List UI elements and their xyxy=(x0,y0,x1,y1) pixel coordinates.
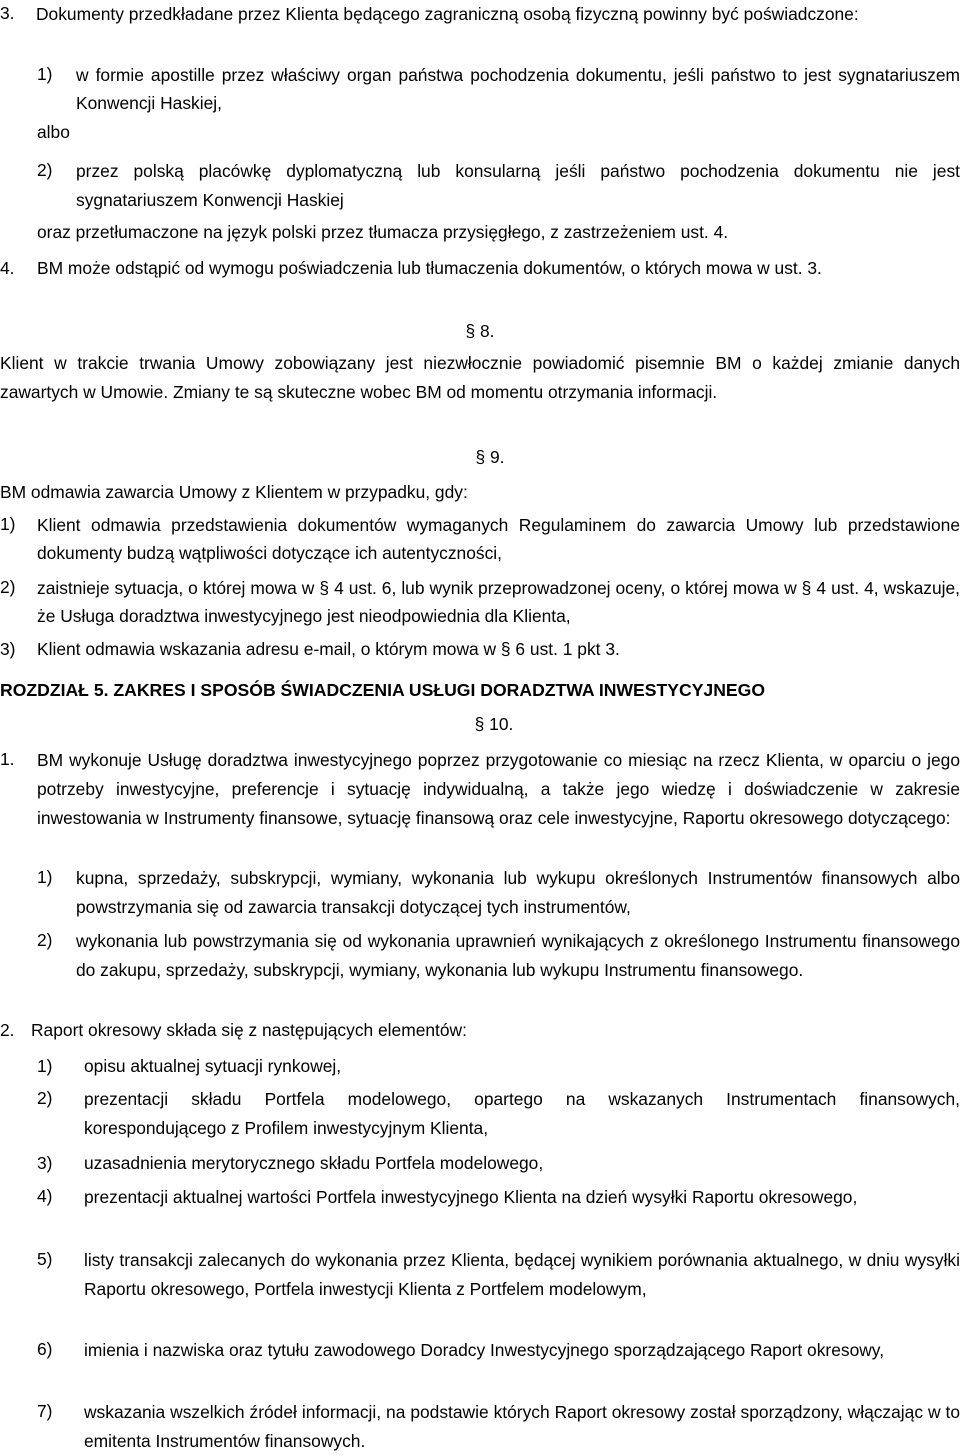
section-sign-icon: § xyxy=(465,321,476,341)
paragraph-number: 1. xyxy=(0,749,15,769)
paragraph-text: Raport okresowy składa się z następujących elementów: xyxy=(31,1020,467,1040)
item-number: 5) xyxy=(37,1249,53,1269)
paragraph-number: 4. xyxy=(0,258,15,278)
item-text: w formie apostille przez właściwy organ państwa pochodzenia dokumentu, jeśli państwo to jest sygnatariuszem Konwencji Haskiej, xyxy=(76,65,960,113)
item-number: 6) xyxy=(37,1339,53,1359)
p3-item-2 xyxy=(0,157,960,215)
section-10-heading: § 10. xyxy=(474,714,514,734)
item-number: 1) xyxy=(0,514,16,534)
s9-item-2 xyxy=(0,574,960,630)
item-text: zaistnieje sytuacja, o której mowa w § 4 ust. 6, lub wynik przeprowadzonej oceny, o której mowa w § 4 ust. 4, wskazuje, że Usługa doradztwa inwestycyjnego jest nieodpowiednia dla Klienta, xyxy=(37,578,960,626)
item-number: 3) xyxy=(37,1153,53,1173)
item-text: Klient odmawia wskazania adresu e-mail, o którym mowa w § 6 ust. 1 pkt 3. xyxy=(37,639,620,659)
paragraph-3 xyxy=(0,0,960,29)
item-text: uzasadnienia merytorycznego składu Portfela modelowego, xyxy=(84,1153,544,1173)
item-number: 7) xyxy=(37,1401,53,1421)
s10-paragraph-1 xyxy=(0,746,960,833)
item-number: 1) xyxy=(37,64,53,84)
item-text: opisu aktualnej sytuacji rynkowej, xyxy=(84,1056,342,1076)
section-sign-icon: § xyxy=(475,447,486,467)
p3-item-1 xyxy=(0,61,960,117)
paragraph-4 xyxy=(0,255,960,282)
item-number: 2) xyxy=(37,1088,53,1108)
s10-p2-item-1 xyxy=(0,1053,960,1079)
s10-p2-item-2 xyxy=(0,1085,960,1143)
paragraph-number: 3. xyxy=(0,3,15,23)
item-text: imienia i nazwiska oraz tytułu zawodowego Doradcy Inwestycyjnego sporządzającego Raport okresowy, xyxy=(84,1340,885,1360)
s10-p2-item-3 xyxy=(0,1150,960,1176)
item-number: 2) xyxy=(37,930,53,950)
s9-item-1 xyxy=(0,511,960,567)
item-number: 4) xyxy=(37,1186,53,1206)
item-text: wykonania lub powstrzymania się od wykonania uprawnień wynikających z określonego Instrumentu finansowego do zakupu, sprzedaży, subskrypcji, wymiany, wykonania lub wykupu Instrumentu finansowego. xyxy=(76,931,960,980)
s10-p2-item-6 xyxy=(0,1336,960,1365)
item-text: przez polską placówkę dyplomatyczną lub konsularną jeśli państwo pochodzenia dokumentu nie jest sygnatariuszem Konwencji Haskiej xyxy=(76,161,960,210)
item-text: Klient odmawia przedstawienia dokumentów wymaganych Regulaminem do zawarcia Umowy lub przedstawione dokumenty budzą wątpliwości dotyczące ich autentyczności, xyxy=(37,515,960,563)
s10-p1-item-2 xyxy=(0,927,960,985)
s10-p2-item-5 xyxy=(0,1246,960,1304)
paragraph-text: BM wykonuje Usługę doradztwa inwestycyjnego poprzez przygotowanie co miesiąc na rzecz Klienta, w oparciu o jego potrzeby inwestycyjne, preferencje i sytuację indywidualną, a także jego wiedzę i doświadczenie w zakresie inwestowania w Instrumenty finansowe, sytuację finansową oraz cele inwestycyjne, Raportu okresowego dotyczącego: xyxy=(37,750,960,828)
item-text: listy transakcji zalecanych do wykonania przez Klienta, będącej wynikiem porównania aktualnego, w dniu wysyłki Raportu okresowego, Portfela inwestycji Klienta z Portfelem modelowym, xyxy=(84,1250,960,1299)
item-number: 3) xyxy=(0,639,16,659)
item-text: wskazania wszelkich źródeł informacji, na podstawie których Raport okresowy został sporządzony, włączając w to emitenta Instrumentów finansowych. xyxy=(84,1402,960,1451)
item-text: prezentacji aktualnej wartości Portfela inwestycyjnego Klienta na dzień wysyłki Raportu okresowego, xyxy=(84,1187,858,1207)
p3-oraz-text: oraz przetłumaczone na język polski przez tłumacza przysięgłego, z zastrzeżeniem ust. 4. xyxy=(37,222,729,242)
paragraph-text: BM może odstąpić od wymogu poświadczenia lub tłumaczenia dokumentów, o których mowa w ust. 3. xyxy=(37,258,822,278)
paragraph-number: 2. xyxy=(0,1020,15,1040)
item-text: kupna, sprzedaży, subskrypcji, wymiany, wykonania lub wykupu określonych Instrumentów finansowych albo powstrzymania się od zawarcia transakcji dotyczącej tych instrumentów, xyxy=(76,868,960,917)
section-sign-icon: § xyxy=(474,714,485,734)
paragraph-text: Dokumenty przedkładane przez Klienta będącego zagraniczną osobą fizyczną powinny być poświadczone: xyxy=(36,4,859,24)
albo-text: albo xyxy=(37,122,70,142)
item-number: 1) xyxy=(37,1056,53,1076)
item-number: 2) xyxy=(37,160,53,180)
item-text: prezentacji składu Portfela modelowego, opartego na wskazanych Instrumentach finansowych, korespondującego z Profilem inwestycyjnym Klienta, xyxy=(84,1089,960,1138)
s10-p2-item-4 xyxy=(0,1183,960,1212)
section-8-text: Klient w trakcie trwania Umowy zobowiązany jest niezwłocznie powiadomić pisemnie BM o każdej zmianie danych zawartych w Umowie. Zmiany te są skuteczne wobec BM od momentu otrzymania informacji. xyxy=(0,353,960,402)
s10-paragraph-2 xyxy=(0,1017,960,1043)
s9-item-3 xyxy=(0,636,960,662)
item-number: 2) xyxy=(0,577,16,597)
item-number: 1) xyxy=(37,867,53,887)
s10-p2-item-7 xyxy=(0,1398,960,1456)
s10-p1-item-1 xyxy=(0,864,960,922)
section-9-heading: § 9. xyxy=(475,447,505,467)
chapter-title: ROZDZIAŁ 5. ZAKRES I SPOSÓB ŚWIADCZENIA USŁUGI DORADZTWA INWESTYCYJNEGO xyxy=(0,680,766,700)
section-8-heading: § 8. xyxy=(465,321,495,341)
section-9-intro: BM odmawia zawarcia Umowy z Klientem w przypadku, gdy: xyxy=(0,482,468,502)
